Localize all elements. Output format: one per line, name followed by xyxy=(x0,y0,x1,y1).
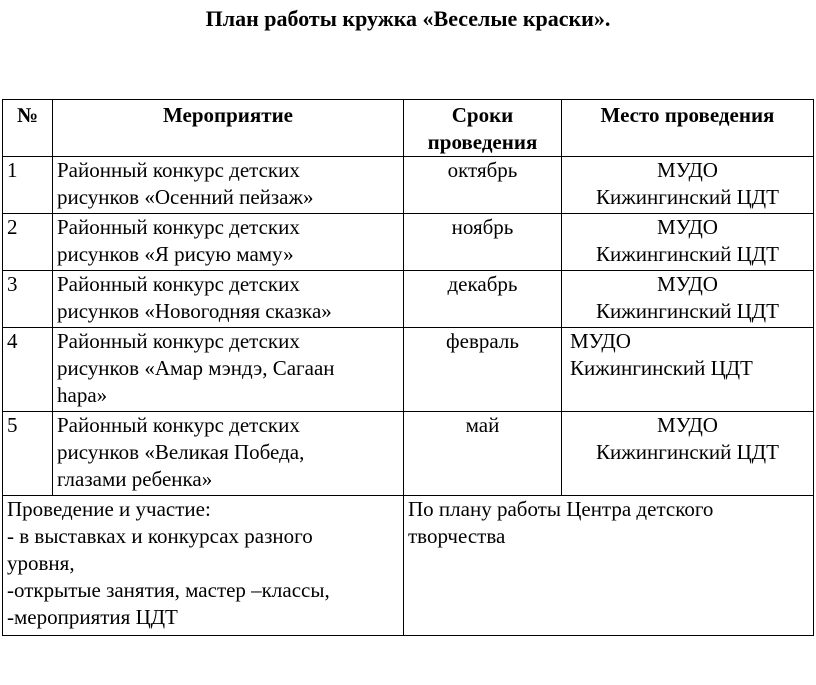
participation-cell xyxy=(3,496,404,636)
place-line: МУДО xyxy=(657,158,718,182)
table-header-row xyxy=(3,100,814,157)
row-place xyxy=(562,328,814,412)
row-number: 1 xyxy=(3,157,53,214)
event-line: Районный конкурс детских xyxy=(57,329,300,353)
row-event xyxy=(53,214,404,271)
row-event xyxy=(53,271,404,328)
table-row xyxy=(3,214,814,271)
event-line: рисунков «Амар мэндэ, Сагаан xyxy=(57,356,335,380)
event-line: Районный конкурс детских xyxy=(57,215,300,239)
event-line: hара» xyxy=(57,383,108,407)
participation-line: Проведение и участие: xyxy=(7,497,211,521)
event-line: Районный конкурс детских xyxy=(57,272,300,296)
row-event xyxy=(53,412,404,496)
row-time: декабрь xyxy=(404,271,562,328)
row-place xyxy=(562,271,814,328)
header-time-line: Сроки xyxy=(451,103,514,127)
place-line: Кижингинский ЦДТ xyxy=(570,356,753,380)
event-line: Районный конкурс детских xyxy=(57,158,300,182)
table-row xyxy=(3,328,814,412)
row-time: октябрь xyxy=(404,157,562,214)
place-line: МУДО xyxy=(657,413,718,437)
place-line: Кижингинский ЦДТ xyxy=(596,299,779,323)
table-row xyxy=(3,412,814,496)
table-footer-row xyxy=(3,496,814,636)
place-line: МУДО xyxy=(657,215,718,239)
place-line: МУДО xyxy=(570,329,631,353)
participation-line: уровня, xyxy=(7,551,75,575)
place-line: МУДО xyxy=(657,272,718,296)
table-row xyxy=(3,157,814,214)
row-number: 3 xyxy=(3,271,53,328)
row-number: 2 xyxy=(3,214,53,271)
event-line: глазами ребенка» xyxy=(57,467,213,491)
place-line: Кижингинский ЦДТ xyxy=(596,440,779,464)
event-line: рисунков «Великая Победа, xyxy=(57,440,305,464)
row-number: 4 xyxy=(3,328,53,412)
event-line: Районный конкурс детских xyxy=(57,413,300,437)
header-event: Мероприятие xyxy=(53,100,404,157)
participation-line: - в выставках и конкурсах разного xyxy=(7,524,313,548)
header-time-line: проведения xyxy=(427,130,538,154)
row-place xyxy=(562,214,814,271)
row-time: май xyxy=(404,412,562,496)
header-time xyxy=(404,100,562,157)
page-title: План работы кружка «Веселые краски». xyxy=(205,6,611,31)
table-row xyxy=(3,271,814,328)
row-place xyxy=(562,157,814,214)
event-line: рисунков «Осенний пейзаж» xyxy=(57,185,314,209)
place-line: Кижингинский ЦДТ xyxy=(596,242,779,266)
row-place xyxy=(562,412,814,496)
place-line: Кижингинский ЦДТ xyxy=(596,185,779,209)
row-event xyxy=(53,328,404,412)
row-event xyxy=(53,157,404,214)
participation-line: -открытые занятия, мастер –классы, xyxy=(7,578,330,602)
participation-line: -мероприятия ЦДТ xyxy=(7,605,178,629)
event-line: рисунков «Я рисую маму» xyxy=(57,242,294,266)
plan-reference-line: творчества xyxy=(408,524,506,548)
plan-reference-cell xyxy=(404,496,814,636)
event-line: рисунков «Новогодняя сказка» xyxy=(57,299,332,323)
header-number: № xyxy=(3,100,53,157)
plan-table xyxy=(2,99,814,636)
row-number: 5 xyxy=(3,412,53,496)
row-time: февраль xyxy=(404,328,562,412)
header-place: Место проведения xyxy=(562,100,814,157)
row-time: ноябрь xyxy=(404,214,562,271)
plan-reference-line: По плану работы Центра детского xyxy=(408,497,714,521)
